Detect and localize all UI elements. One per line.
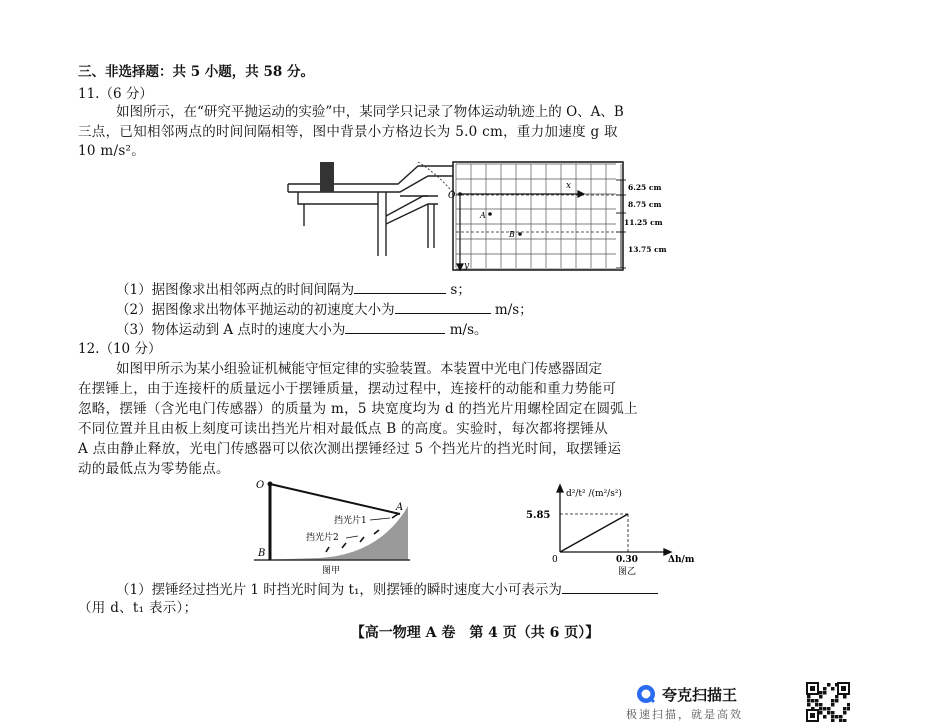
fig11-point-o: O [448, 191, 456, 201]
question-11-part-3: （3）物体运动到 A 点时的速度大小为 m/s。 [116, 322, 488, 338]
fig11-dim-2: 8.75 cm [628, 200, 662, 209]
page-footer: 【高一物理 A 卷 第 4 页（共 6 页）】 [350, 625, 600, 641]
question-12-part-1: （1）摆锤经过挡光片 1 时挡光时间为 t₁，则摆锤的瞬时速度大小可表示为 [116, 581, 658, 598]
quark-logo-icon [636, 684, 656, 704]
question-11-stem-line1: 如图所示，在“研究平抛运动的实验”中，某同学只记录了物体运动轨迹上的 O、A、B [116, 104, 624, 120]
fig-jia-point-b: B [258, 548, 266, 559]
fig-yi-y-value: 5.85 [526, 510, 551, 521]
question-11-number: 11.（6 分） [78, 86, 153, 102]
qr-code-icon [806, 682, 850, 722]
fig-jia-point-o: O [256, 480, 265, 491]
fig-yi-origin: 0 [552, 555, 558, 565]
fig11-dim-1: 6.25 cm [628, 183, 662, 192]
fig11-x-label: x [566, 181, 572, 191]
fig11-y-label: y [464, 261, 470, 271]
fig11-point-a: A [480, 211, 486, 220]
question-12-part-1-note: （用 d、t₁ 表示）； [78, 600, 198, 616]
question-11-part-2: （2）据图像求出物体平抛运动的初速度大小为 m/s； [116, 302, 533, 318]
fig11-dim-3: 11.25 cm [624, 218, 663, 227]
question-12-stem-line4: 不同位置并且由板上刻度可读出挡光片相对最低点 B 的高度。实验时，每次都将摆锤从 [78, 421, 609, 437]
question-12-stem-line3: 忽略，摆锤（含光电门传感器）的质量为 m，5 块宽度均为 d 的挡光片用螺栓固定在圆弧上 [78, 401, 638, 417]
fig-yi-caption: 图乙 [618, 567, 637, 577]
question-11-stem-line3: 10 m/s²。 [78, 143, 146, 159]
question-11-part-1: （1）据图像求出相邻两点的时间间隔为 s； [116, 282, 471, 298]
fig-yi-x-label: Δh/m [668, 555, 695, 565]
brand-name: 夸克扫描王 [662, 686, 738, 704]
fig-jia-shutter-1: 挡光片1 [334, 516, 367, 526]
question-12-stem-line5: A 点由静止释放，光电门传感器可以依次测出摆锤经过 5 个挡光片的挡光时间，取摆锤运 [78, 441, 622, 457]
fig-yi-y-label: d²/t² /(m²/s²) [566, 489, 622, 499]
pendulum-apparatus-figure [250, 476, 420, 576]
question-12-stem-line6: 动的最低点为零势能点。 [78, 461, 230, 477]
fig-jia-shutter-2: 挡光片2 [306, 533, 339, 543]
ball-block [320, 162, 334, 192]
fig-jia-point-a: A [396, 502, 404, 513]
question-12-stem-line2: 在摆锤上，由于连接杆的质量远小于摆锤质量，摆动过程中，连接杆的动能和重力势能可 [78, 381, 617, 397]
fig11-point-b: B [509, 230, 515, 239]
projectile-apparatus-figure [278, 156, 678, 274]
fig-jia-caption: 图甲 [322, 566, 341, 576]
question-12-stem-line1: 如图甲所示为某小组验证机械能守恒定律的实验装置。本装置中光电门传感器固定 [116, 361, 602, 377]
section-heading: 三、非选择题：共 5 小题，共 58 分。 [78, 64, 314, 80]
energy-graph-figure [500, 478, 700, 578]
question-12-number: 12.（10 分） [78, 341, 162, 357]
brand-tagline: 极速扫描，就是高效 [626, 708, 743, 721]
fig11-dim-4: 13.75 cm [628, 245, 667, 254]
fig-yi-x-value: 0.30 [616, 555, 638, 565]
question-11-stem-line2: 三点，已知相邻两点的时间间隔相等，图中背景小方格边长为 5.0 cm，重力加速度 g 取 [78, 124, 618, 140]
